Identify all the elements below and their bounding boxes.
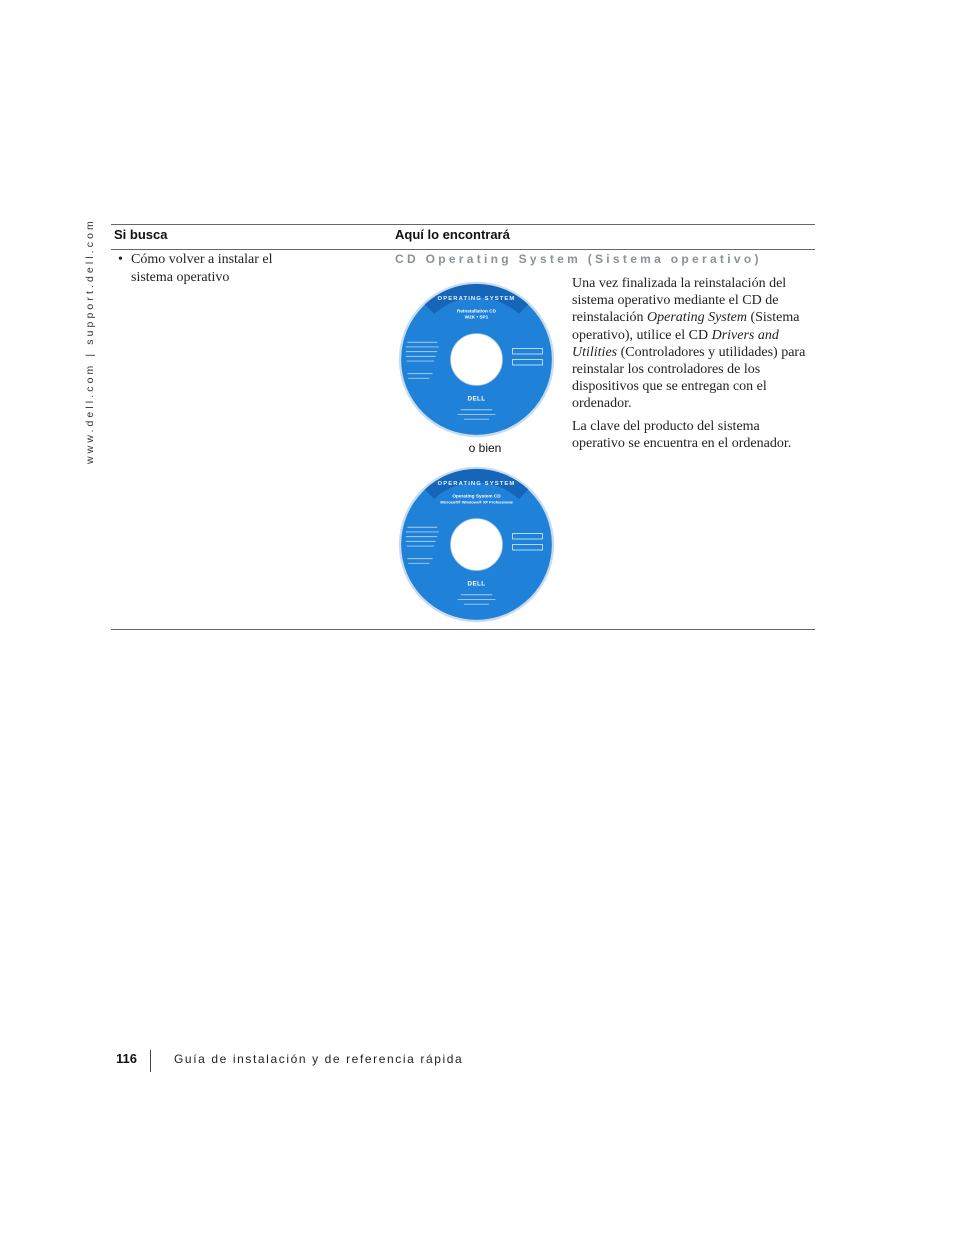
cd-title-text: Reinstallation CD: [457, 308, 496, 314]
sidebar-url: www.dell.com | support.dell.com: [84, 218, 96, 464]
dell-logo: DELL: [467, 580, 486, 588]
table-top-rule: [111, 224, 815, 225]
header-aqui-lo-encontrara: Aquí lo encontrará: [395, 227, 510, 242]
footer-title: Guía de instalación y de referencia rápida: [174, 1052, 464, 1066]
description: [572, 275, 812, 457]
dell-logo: DELL: [467, 395, 486, 403]
header-si-busca: Si busca: [114, 227, 168, 242]
footer-divider: [150, 1050, 151, 1072]
cd-subtitle-text: Microsoft® Windows® XP Professional: [440, 499, 513, 505]
cd-header-text: OPERATING SYSTEM: [437, 295, 516, 302]
paragraph-1: Una vez finalizada la reinstalación del sistema operativo mediante el CD de reinstalación Operating System (Sistema operativo), utilice el CD Drivers and Utilities (Controladores y utilidades) para reinstalar los controladores de los dispositivos que se entregan con el ordenador.: [572, 276, 806, 412]
cd-header-text: OPERATING SYSTEM: [437, 480, 516, 487]
cd-image-reinstallation: [398, 281, 555, 438]
bullet-glyph: •: [118, 252, 123, 267]
page-number: 116: [116, 1051, 137, 1066]
cd-title-text: Operating System CD: [452, 493, 501, 499]
list-item: [118, 251, 288, 287]
paragraph-2: La clave del producto del sistema operativo se encuentra en el ordenador.: [572, 418, 792, 451]
cd-subtitle-text: W2K • SP1: [464, 314, 489, 320]
table-header-rule: [111, 249, 815, 250]
item-text: Cómo volver a instalar el sistema operativo: [131, 252, 273, 285]
table-bottom-rule: [111, 629, 815, 630]
section-title: CD Operating System (Sistema operativo): [395, 252, 762, 266]
caption-or: o bien: [468, 441, 502, 455]
cd-image-operating-system: [398, 466, 555, 623]
